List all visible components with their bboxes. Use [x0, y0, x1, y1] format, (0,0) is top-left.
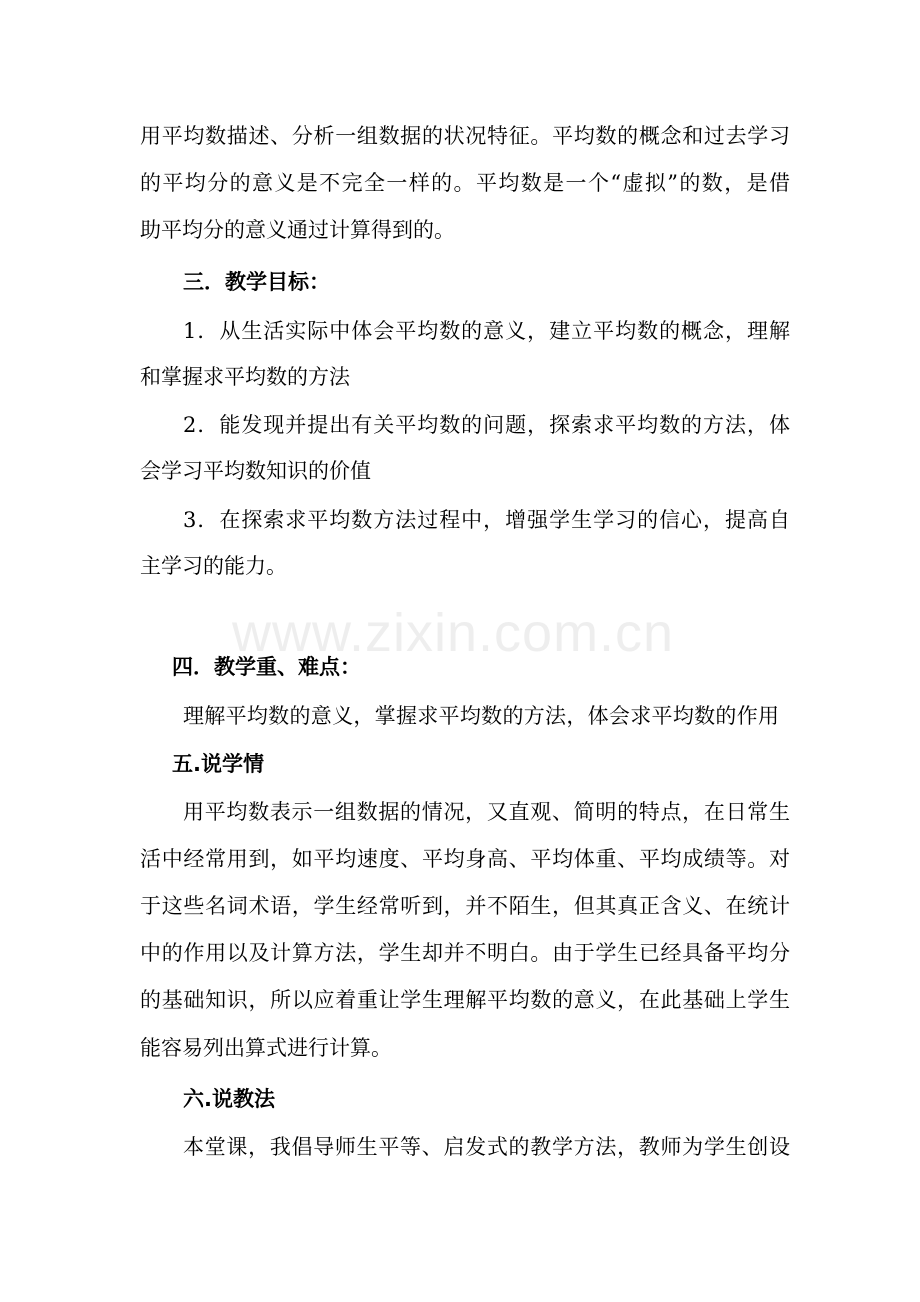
- section5-line-1: 用平均数表示一组数据的情况，又直观、简明的特点，在日常生: [183, 800, 790, 824]
- section5-line-2: 活中经常用到，如平均速度、平均身高、平均体重、平均成绩等。对: [140, 847, 790, 871]
- goal-3-line-2: 主学习的能力。: [140, 554, 287, 578]
- section5-line-4: 中的作用以及计算方法，学生却并不明白。由于学生已经具备平均分: [140, 941, 790, 965]
- section5-line-5: 的基础知识，所以应着重让学生理解平均数的意义，在此基础上学生: [140, 988, 790, 1012]
- section5-line-6: 能容易列出算式进行计算。: [140, 1036, 392, 1060]
- section5-heading: 五.说学情: [172, 752, 264, 776]
- goal-2-line-2: 会学习平均数知识的价值: [140, 459, 371, 483]
- goal-3-line-1: 3．在探索求平均数方法过程中，增强学生学习的信心，提高自: [183, 508, 790, 532]
- intro-line-1: 用平均数描述、分析一组数据的状况特征。平均数的概念和过去学习: [140, 124, 790, 148]
- section3-heading: 三．教学目标：: [183, 270, 330, 294]
- section6-heading: 六.说教法: [183, 1087, 275, 1111]
- section4-heading: 四．教学重、难点：: [172, 655, 361, 679]
- section4-text: 理解平均数的意义，掌握求平均数的方法，体会求平均数的作用: [183, 704, 779, 728]
- section5-line-3: 于这些名词术语，学生经常听到，并不陌生，但其真正含义、在统计: [140, 894, 790, 918]
- section6-line-1: 本堂课，我倡导师生平等、启发式的教学方法，教师为学生创设: [183, 1135, 790, 1159]
- intro-line-2: 的平均分的意义是不完全一样的。平均数是一个“虚拟”的数，是借: [140, 171, 790, 195]
- goal-1-line-1: 1．从生活实际中体会平均数的意义，建立平均数的概念，理解: [183, 319, 790, 343]
- watermark-text: www.zixin.com.cn: [232, 603, 675, 663]
- goal-1-line-2: 和掌握求平均数的方法: [140, 365, 350, 389]
- intro-line-3: 助平均分的意义通过计算得到的。: [140, 218, 455, 242]
- goal-2-line-1: 2．能发现并提出有关平均数的问题，探索求平均数的方法，体: [183, 413, 790, 437]
